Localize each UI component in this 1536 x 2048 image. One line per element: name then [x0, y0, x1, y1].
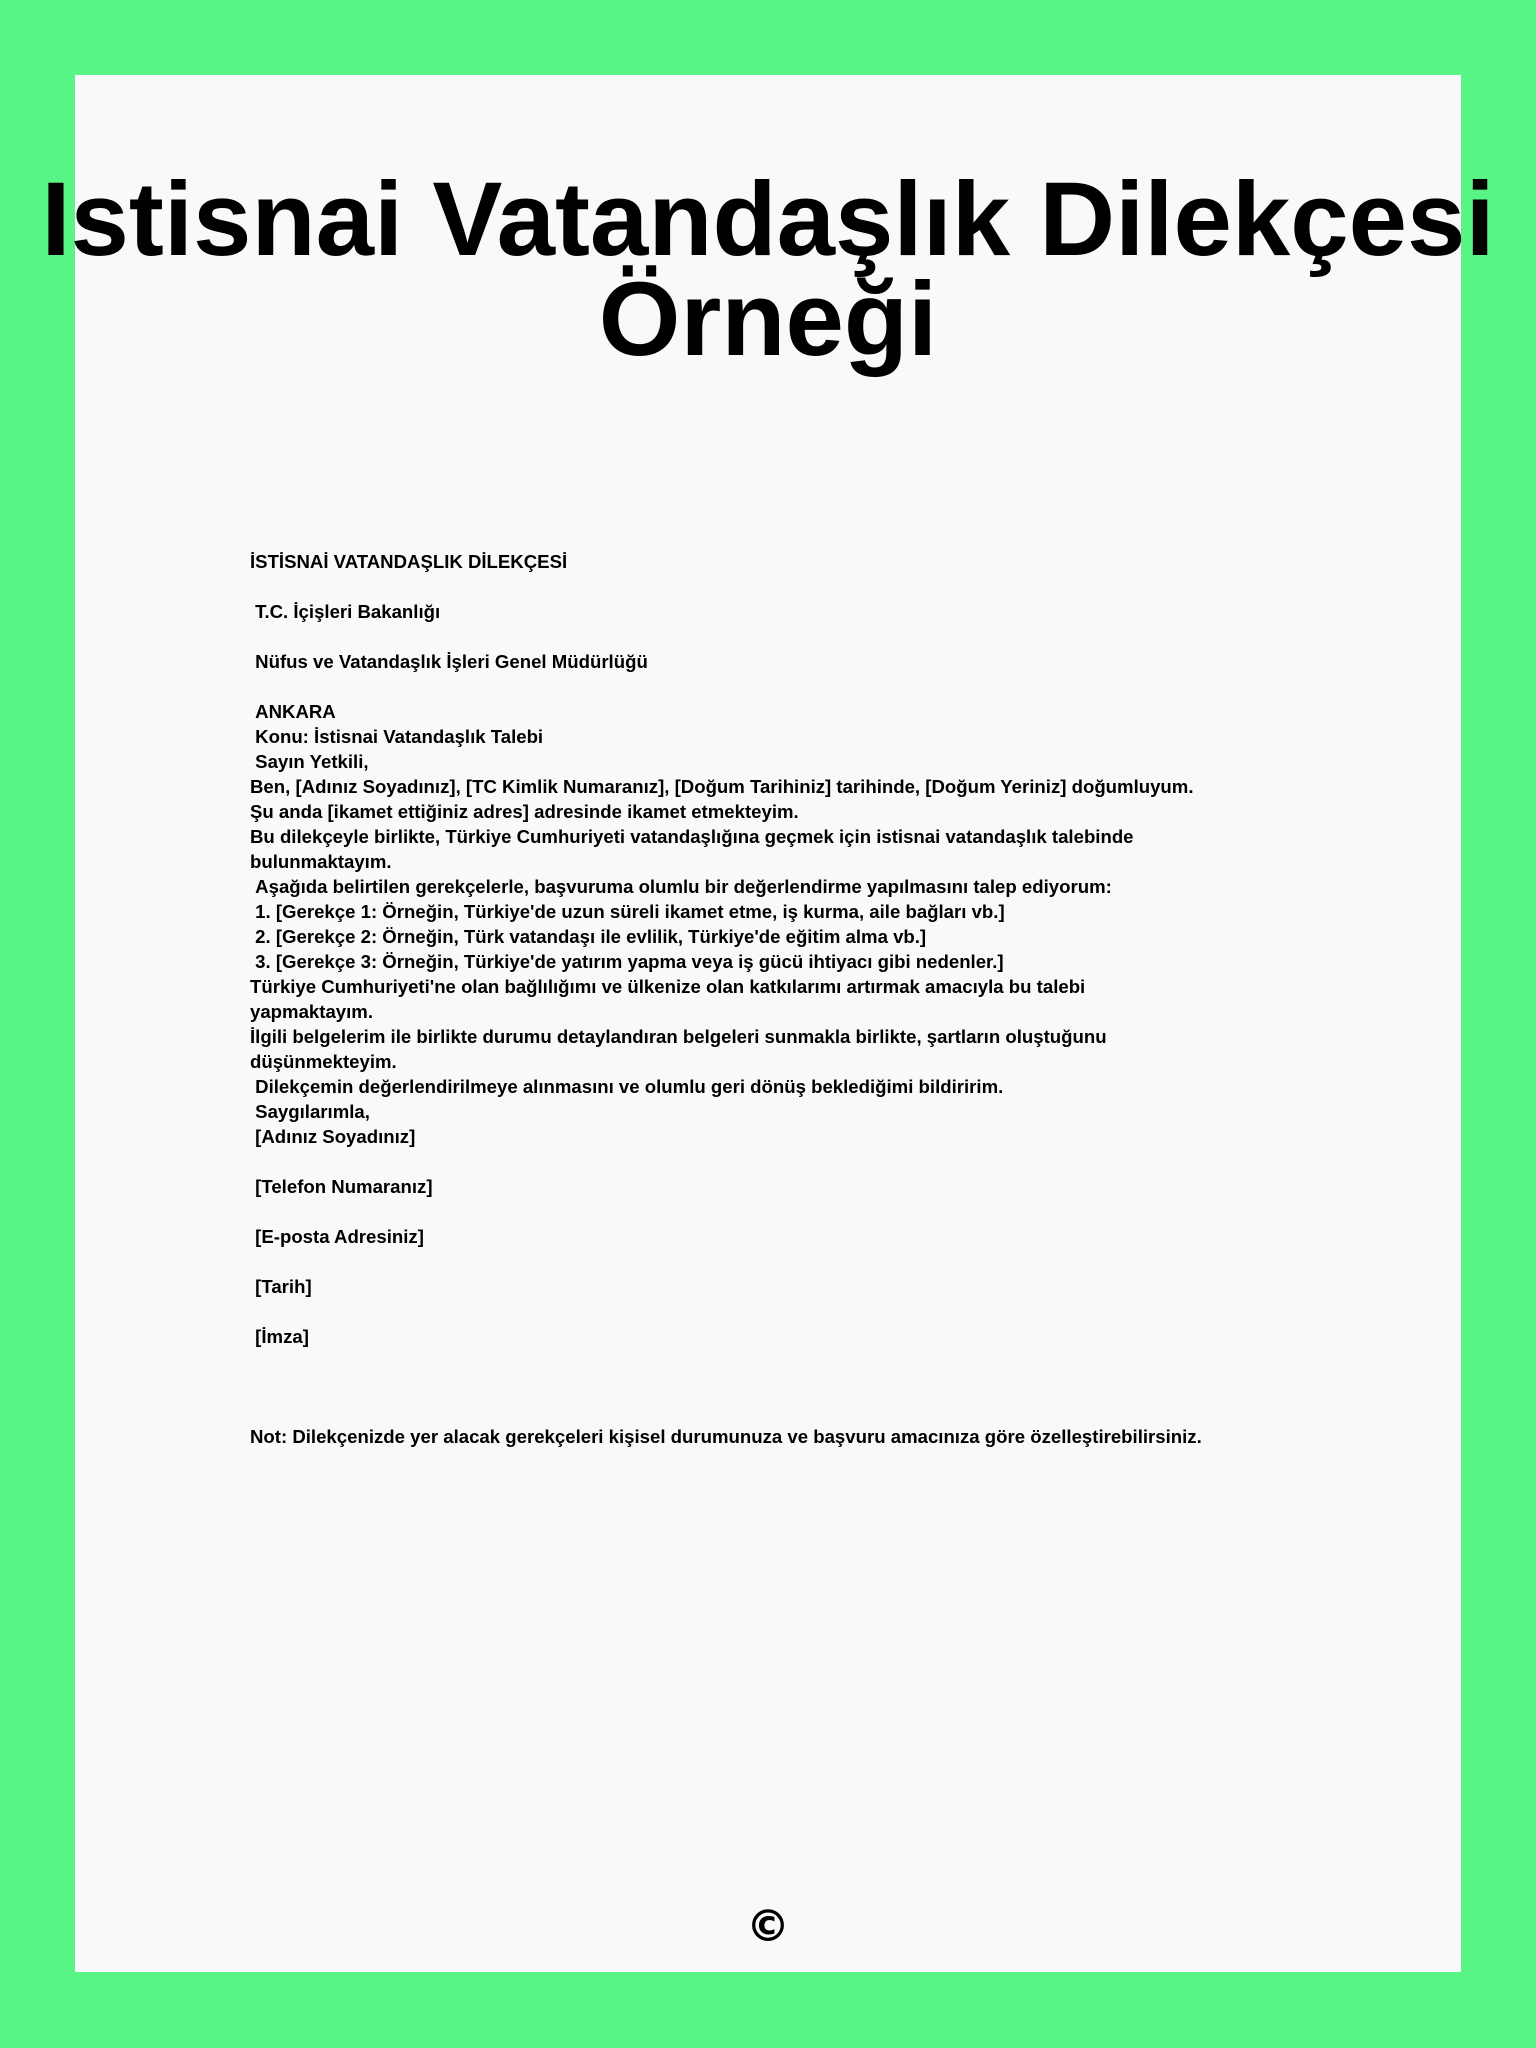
- letter-line: İSTİSNAİ VATANDAŞLIK DİLEKÇESİ: [250, 551, 568, 572]
- letter-line: Saygılarımla,: [250, 1101, 370, 1122]
- letter-line: Sayın Yetkili,: [250, 751, 369, 772]
- letter-line: İlgili belgelerim ile birlikte durumu detaylandıran belgeleri sunmakla birlikte, şartların oluştuğunu: [250, 1026, 1107, 1047]
- letter-line: 1. [Gerekçe 1: Örneğin, Türkiye'de uzun süreli ikamet etme, iş kurma, aile bağları vb.]: [250, 901, 1005, 922]
- letter-line: Aşağıda belirtilen gerekçelerle, başvuruma olumlu bir değerlendirme yapılmasını talep ediyorum:: [250, 876, 1112, 897]
- letter-line: [250, 1299, 1320, 1324]
- letter-line: [Tarih]: [250, 1276, 312, 1297]
- letter-line: [250, 1374, 1320, 1399]
- letter-line: [E-posta Adresiniz]: [250, 1226, 424, 1247]
- letter-line: ANKARA: [250, 701, 336, 722]
- page-title: [0, 161, 1536, 378]
- letter-line: T.C. İçişleri Bakanlığı: [250, 601, 441, 622]
- letter-line: [250, 1399, 1320, 1424]
- letter-line: [250, 624, 1320, 649]
- letter-line: [Telefon Numaranız]: [250, 1176, 433, 1197]
- letter-line: Şu anda [ikamet ettiğiniz adres] adresinde ikamet etmekteyim.: [250, 801, 799, 822]
- letter-line: bulunmaktayım.: [250, 851, 392, 872]
- letter-line: düşünmekteyim.: [250, 1051, 397, 1072]
- letter-line: [Adınız Soyadınız]: [250, 1126, 416, 1147]
- page-title-line-2: Örneği: [598, 261, 938, 378]
- letter-line: Not: Dilekçenizde yer alacak gerekçeleri kişisel durumunuza ve başvuru amacınıza göre özelleştirebilirsiniz.: [250, 1426, 1202, 1447]
- letter-line: 2. [Gerekçe 2: Örneğin, Türk vatandaşı ile evlilik, Türkiye'de eğitim alma vb.]: [250, 926, 927, 947]
- letter-line: [İmza]: [250, 1326, 309, 1347]
- letter-line: Bu dilekçeyle birlikte, Türkiye Cumhuriyeti vatandaşlığına geçmek için istisnai vatandaşlık talebinde: [250, 826, 1134, 847]
- letter-line: yapmaktayım.: [250, 1001, 373, 1022]
- letter-line: [250, 1249, 1320, 1274]
- letter-line: [250, 1199, 1320, 1224]
- letter-line: 3. [Gerekçe 3: Örneğin, Türkiye'de yatırım yapma veya iş gücü ihtiyacı gibi nedenler.]: [250, 951, 1004, 972]
- copyright-symbol: ©: [746, 1901, 790, 1952]
- page-title-line-1: Istisnai Vatandaşlık Dilekçesi: [41, 161, 1495, 278]
- letter-line: Dilekçemin değerlendirilmeye alınmasını ve olumlu geri dönüş beklediğimi bildiririm.: [250, 1076, 1004, 1097]
- petition-letter-body: [250, 549, 1320, 1449]
- letter-line: Nüfus ve Vatandaşlık İşleri Genel Müdürlüğü: [250, 651, 648, 672]
- letter-line: Türkiye Cumhuriyeti'ne olan bağlılığımı ve ülkenize olan katkılarımı artırmak amacıyla bu talebi: [250, 976, 1086, 997]
- letter-line: [250, 1149, 1320, 1174]
- letter-line: Konu: İstisnai Vatandaşlık Talebi: [250, 726, 544, 747]
- letter-line: [250, 574, 1320, 599]
- letter-line: Ben, [Adınız Soyadınız], [TC Kimlik Numaranız], [Doğum Tarihiniz] tarihinde, [Doğum Yeriniz] doğumluyum.: [250, 776, 1194, 797]
- letter-line: [250, 674, 1320, 699]
- letter-line: [250, 1349, 1320, 1374]
